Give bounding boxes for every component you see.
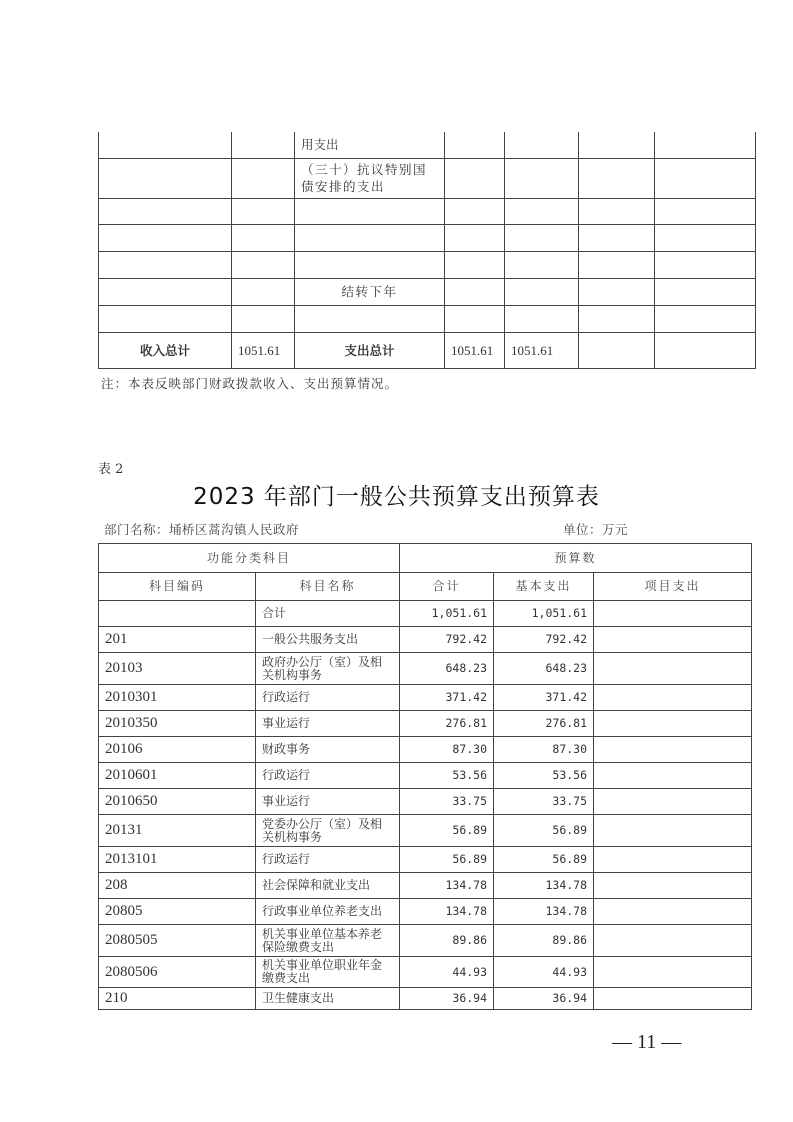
page-number: — 11 — bbox=[612, 1031, 682, 1053]
total-amount-cell: 276.81 bbox=[400, 711, 494, 737]
item-cell bbox=[295, 198, 445, 224]
total-amount-cell: 53.56 bbox=[400, 763, 494, 789]
subject-code-cell: 210 bbox=[99, 988, 256, 1010]
subject-name-cell: 事业运行 bbox=[256, 789, 400, 815]
project-expense-cell bbox=[594, 899, 752, 925]
subject-name-cell: 行政运行 bbox=[256, 847, 400, 873]
basic-expense-cell: 53.56 bbox=[494, 763, 594, 789]
item-cell: （三十）抗议特别国债安排的支出 bbox=[295, 158, 445, 198]
table-row bbox=[99, 653, 752, 685]
subject-code-cell: 20103 bbox=[99, 653, 256, 685]
table-row bbox=[99, 132, 756, 158]
project-expense-cell bbox=[594, 685, 752, 711]
subject-code-cell: 2013101 bbox=[99, 847, 256, 873]
subject-code-cell: 20131 bbox=[99, 815, 256, 847]
expense-total-value-2: 1051.61 bbox=[505, 332, 579, 368]
income-total-label: 收入总计 bbox=[99, 332, 232, 368]
subject-name-cell: 政府办公厅（室）及相关机构事务 bbox=[256, 653, 400, 685]
table-row bbox=[99, 278, 756, 305]
project-expense-cell bbox=[594, 789, 752, 815]
project-expense-cell bbox=[594, 873, 752, 899]
project-expense-cell bbox=[594, 737, 752, 763]
table-row bbox=[99, 988, 752, 1010]
total-amount-cell: 89.86 bbox=[400, 925, 494, 957]
project-expense-cell bbox=[594, 653, 752, 685]
subject-code-cell bbox=[99, 601, 256, 627]
project-expense-cell bbox=[594, 711, 752, 737]
subject-code-cell: 20805 bbox=[99, 899, 256, 925]
subject-name-cell: 机关事业单位基本养老保险缴费支出 bbox=[256, 925, 400, 957]
basic-expense-cell: 371.42 bbox=[494, 685, 594, 711]
total-amount-cell: 44.93 bbox=[400, 957, 494, 988]
subject-name-cell: 财政事务 bbox=[256, 737, 400, 763]
subject-name-cell: 社会保障和就业支出 bbox=[256, 873, 400, 899]
subject-name-cell: 机关事业单位职业年金缴费支出 bbox=[256, 957, 400, 988]
subject-name-cell: 卫生健康支出 bbox=[256, 988, 400, 1010]
project-expense-cell bbox=[594, 988, 752, 1010]
subject-name-cell: 行政运行 bbox=[256, 763, 400, 789]
subject-code-cell: 2010301 bbox=[99, 685, 256, 711]
subject-name-cell: 行政运行 bbox=[256, 685, 400, 711]
subject-name-cell: 党委办公厅（室）及相关机构事务 bbox=[256, 815, 400, 847]
total-amount-cell: 33.75 bbox=[400, 789, 494, 815]
column-header-name: 科目名称 bbox=[256, 573, 400, 601]
basic-expense-cell: 44.93 bbox=[494, 957, 594, 988]
column-header-basic: 基本支出 bbox=[494, 573, 594, 601]
group-header-row bbox=[99, 544, 752, 573]
basic-expense-cell: 276.81 bbox=[494, 711, 594, 737]
basic-expense-cell: 87.30 bbox=[494, 737, 594, 763]
table-row bbox=[99, 789, 752, 815]
income-total-value: 1051.61 bbox=[232, 332, 295, 368]
table-row bbox=[99, 847, 752, 873]
total-amount-cell: 87.30 bbox=[400, 737, 494, 763]
project-expense-cell bbox=[594, 763, 752, 789]
column-header-row bbox=[99, 573, 752, 601]
project-expense-cell bbox=[594, 601, 752, 627]
subject-code-cell: 208 bbox=[99, 873, 256, 899]
total-amount-cell: 648.23 bbox=[400, 653, 494, 685]
expense-total-label: 支出总计 bbox=[295, 332, 445, 368]
total-amount-cell: 1,051.61 bbox=[400, 601, 494, 627]
subject-code-cell: 2010650 bbox=[99, 789, 256, 815]
table-row bbox=[99, 627, 752, 653]
basic-expense-cell: 134.78 bbox=[494, 873, 594, 899]
subject-name-cell: 一般公共服务支出 bbox=[256, 627, 400, 653]
item-cell bbox=[295, 224, 445, 251]
budget-group-header: 预算数 bbox=[400, 544, 752, 573]
total-amount-cell: 56.89 bbox=[400, 847, 494, 873]
subject-code-cell: 2080506 bbox=[99, 957, 256, 988]
category-group-header: 功能分类科目 bbox=[99, 544, 400, 573]
project-expense-cell bbox=[594, 957, 752, 988]
column-header-project: 项目支出 bbox=[594, 573, 752, 601]
subject-name-cell: 行政事业单位养老支出 bbox=[256, 899, 400, 925]
table-row bbox=[99, 251, 756, 278]
item-cell bbox=[295, 305, 445, 332]
table-row bbox=[99, 737, 752, 763]
table-row bbox=[99, 899, 752, 925]
total-row bbox=[99, 332, 756, 368]
total-amount-cell: 56.89 bbox=[400, 815, 494, 847]
expense-total-value: 1051.61 bbox=[445, 332, 505, 368]
column-header-code: 科目编码 bbox=[99, 573, 256, 601]
table-row bbox=[99, 925, 752, 957]
basic-expense-cell: 56.89 bbox=[494, 815, 594, 847]
basic-expense-cell: 36.94 bbox=[494, 988, 594, 1010]
subject-code-cell: 2010601 bbox=[99, 763, 256, 789]
department-name: 部门名称：埇桥区蒿沟镇人民政府 bbox=[104, 522, 300, 537]
total-amount-cell: 792.42 bbox=[400, 627, 494, 653]
subject-name-cell: 事业运行 bbox=[256, 711, 400, 737]
item-cell: 用支出 bbox=[295, 132, 445, 158]
table-row bbox=[99, 763, 752, 789]
basic-expense-cell: 33.75 bbox=[494, 789, 594, 815]
subject-code-cell: 20106 bbox=[99, 737, 256, 763]
subject-code-cell: 201 bbox=[99, 627, 256, 653]
basic-expense-cell: 648.23 bbox=[494, 653, 594, 685]
table-note: 注：本表反映部门财政拨款收入、支出预算情况。 bbox=[101, 376, 399, 391]
basic-expense-cell: 56.89 bbox=[494, 847, 594, 873]
basic-expense-cell: 89.86 bbox=[494, 925, 594, 957]
total-amount-cell: 36.94 bbox=[400, 988, 494, 1010]
total-amount-cell: 134.78 bbox=[400, 873, 494, 899]
table-row bbox=[99, 158, 756, 198]
table-row bbox=[99, 224, 756, 251]
basic-expense-cell: 792.42 bbox=[494, 627, 594, 653]
unit-label: 单位：万元 bbox=[563, 522, 629, 537]
table-row bbox=[99, 685, 752, 711]
table-row bbox=[99, 711, 752, 737]
item-cell: 结转下年 bbox=[295, 278, 445, 305]
table-row bbox=[99, 198, 756, 224]
basic-expense-cell: 134.78 bbox=[494, 899, 594, 925]
table-label: 表 2 bbox=[98, 462, 124, 477]
item-cell bbox=[295, 251, 445, 278]
subject-code-cell: 2080505 bbox=[99, 925, 256, 957]
project-expense-cell bbox=[594, 847, 752, 873]
subject-name-cell: 合计 bbox=[256, 601, 400, 627]
project-expense-cell bbox=[594, 815, 752, 847]
total-amount-cell: 371.42 bbox=[400, 685, 494, 711]
project-expense-cell bbox=[594, 627, 752, 653]
table-row bbox=[99, 305, 756, 332]
subject-code-cell: 2010350 bbox=[99, 711, 256, 737]
table-row bbox=[99, 601, 752, 627]
income-expense-table-continued bbox=[98, 132, 756, 369]
column-header-total: 合计 bbox=[400, 573, 494, 601]
table-row bbox=[99, 957, 752, 988]
page-title: 2023 年部门一般公共预算支出预算表 bbox=[193, 484, 600, 510]
budget-expenditure-table bbox=[98, 543, 752, 1010]
project-expense-cell bbox=[594, 925, 752, 957]
basic-expense-cell: 1,051.61 bbox=[494, 601, 594, 627]
table-row bbox=[99, 873, 752, 899]
total-amount-cell: 134.78 bbox=[400, 899, 494, 925]
table-row bbox=[99, 815, 752, 847]
